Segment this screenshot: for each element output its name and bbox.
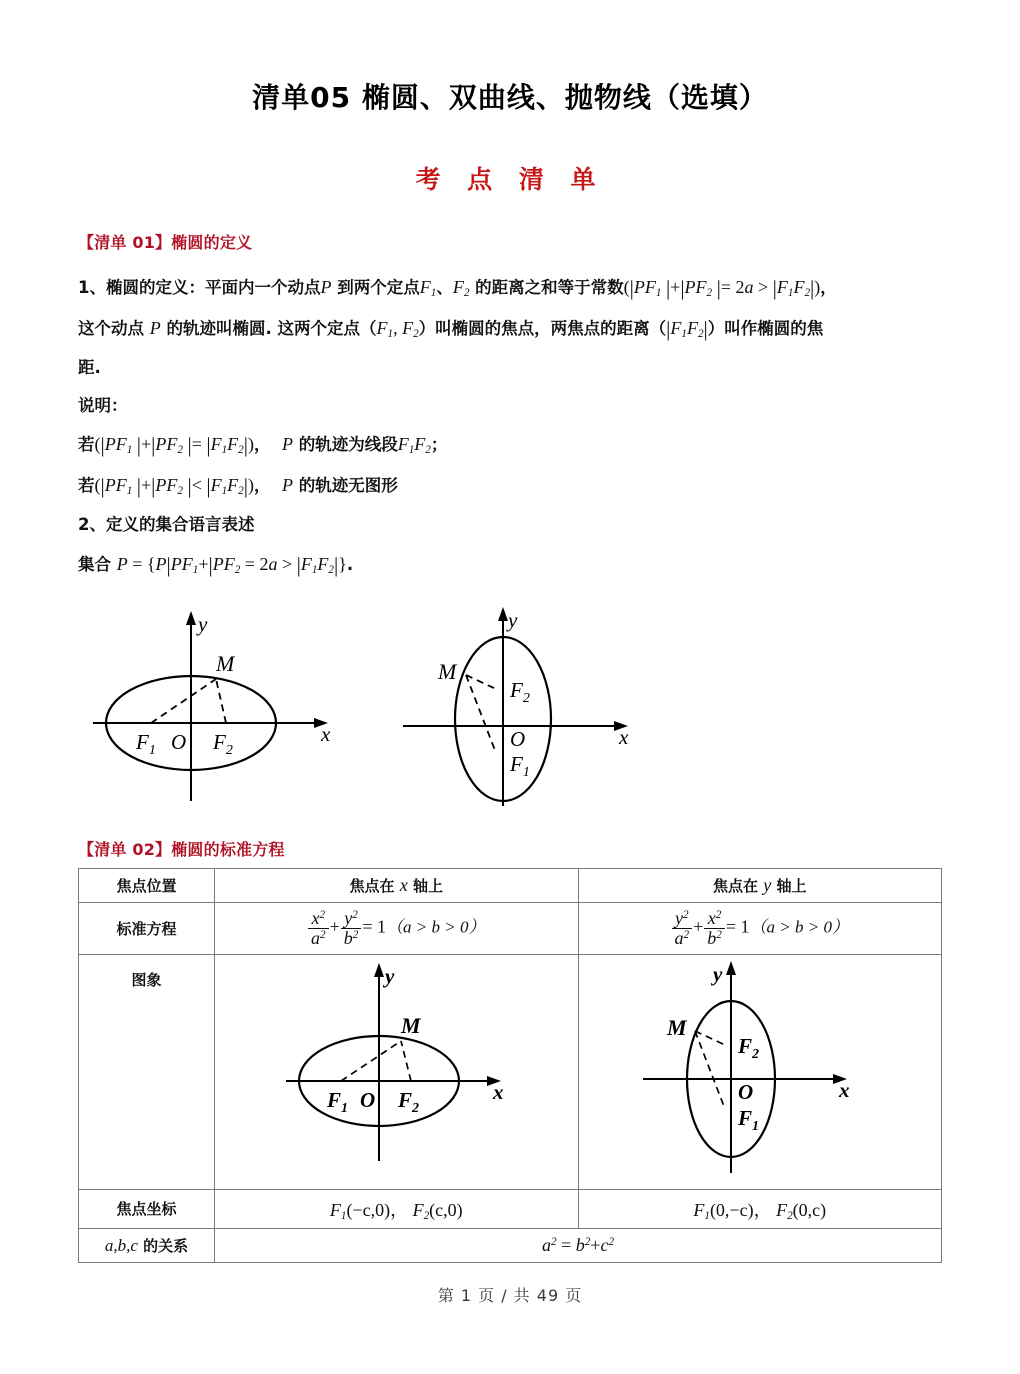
formula-constant-condition: ($|PF_1$ $|+|PF_2$ |= $2a > |F_1F_2|$)	[623, 276, 821, 300]
note2-comma: ，	[253, 476, 271, 496]
table-row-focus-coordinates	[79, 1189, 942, 1228]
set-prefix: 集合	[78, 554, 111, 574]
definition-label: 1、椭圆的定义：	[78, 278, 205, 297]
equation-y-condition: （a > b > 0）	[749, 917, 849, 937]
axis-label-x: x	[838, 1077, 850, 1102]
point-label-F1: $F_1$	[136, 729, 156, 758]
foci-pair: $F_1$, $F_2$	[376, 318, 419, 341]
point-label-F1: $F_1$	[737, 1105, 759, 1134]
label-focus-coordinates: 焦点坐标	[79, 1189, 215, 1228]
note1-semicolon: ；	[430, 435, 448, 455]
point-label-O: O	[360, 1087, 376, 1112]
symbol-F2: $F_2$	[452, 277, 470, 300]
equation-y-focus: $\frac{y^2}{a^2}$ + $\frac{x^2}{b^2}$ = 1（a > b > 0）	[671, 909, 849, 948]
definition-line2-b: 的轨迹叫椭圆. 这两个定点（	[166, 319, 377, 339]
header-focus-on-x: 焦点在 x 轴上	[215, 868, 579, 902]
set-expression: $P = \{P|PF_1+|PF_2 = 2a > |F_1F_2|\}$	[116, 552, 347, 577]
dunhao-separator: 、	[436, 278, 453, 297]
cell-abc-relation	[215, 1228, 942, 1262]
point-label-O: O	[171, 729, 187, 754]
definition-line2-a: 这个动点	[78, 319, 144, 339]
definition-paragraph-line3: 距.	[78, 358, 101, 378]
point-label-F2: $F_2$	[398, 1087, 420, 1116]
note2-symbol-P: P	[281, 475, 293, 496]
point-label-O: O	[510, 726, 526, 751]
point-label-F1: $F_1$	[510, 751, 530, 780]
label-figure: 图象	[79, 954, 215, 1189]
definition-text-a: 平面内一个动点	[204, 278, 321, 297]
equation-x-condition: （a > b > 0）	[386, 917, 486, 937]
table-horizontal-ellipse-diagram	[271, 961, 521, 1179]
table-row-relation	[79, 1228, 942, 1262]
cell-figure-x-axis	[215, 954, 579, 1189]
equation-x-focus: $\frac{x^2}{a^2}$ + $\frac{y^2}{b^2}$ = 1（a > b > 0）	[307, 909, 485, 948]
axis-label-y: y	[385, 963, 395, 988]
table-row-header	[79, 868, 942, 902]
section-heading-02: 【清单 02】椭圆的标准方程	[78, 839, 285, 859]
cell-focus-coordinates-y	[578, 1189, 942, 1228]
cell-figure-y-axis	[578, 954, 942, 1189]
standard-equation-table	[78, 868, 942, 1263]
point-label-F1: $F_1$	[327, 1087, 349, 1116]
point-label-O: O	[737, 1079, 753, 1104]
table-row-standard-equation	[79, 902, 942, 954]
note-case-2	[78, 465, 942, 506]
vertical-ellipse-diagram	[398, 601, 648, 811]
note1-tail: 的轨迹为线段	[298, 435, 398, 455]
table-vertical-ellipse-diagram	[635, 961, 885, 1179]
definition-paragraph-line2	[78, 308, 942, 349]
focus-coords-x: $F_1(-c,0)$， $F_2(c,0)$	[329, 1199, 463, 1222]
note2-condition: ($|PF_1$ $|+|PF_2$ |< $|F_1F_2|$)	[94, 474, 254, 499]
note1-segment: $F_1F_2$	[397, 434, 431, 457]
point-label-M: M	[666, 1014, 687, 1040]
point-label-M: M	[438, 658, 457, 684]
page-title: 清单05 椭圆、双曲线、抛物线（选填）	[252, 81, 768, 114]
note1-comma: ，	[253, 435, 271, 455]
symbol-P-2: P	[149, 318, 161, 339]
header-focus-on-y: 焦点在 y 轴上	[578, 868, 942, 902]
note1-condition: ($|PF_1$ $|+|PF_2$ |= $|F_1F_2|$)	[94, 433, 254, 458]
point-label-F2: $F_2$	[737, 1033, 759, 1062]
definition-line2-c: ）叫椭圆的焦点，两焦点的距离（	[418, 319, 667, 339]
header-var-y: y	[763, 874, 772, 895]
definition-text-c: 的距离之和等于常数	[475, 278, 624, 297]
page-footer: 第 1 页 / 共 49 页	[437, 1286, 583, 1305]
note-case-1	[78, 424, 942, 465]
set-language-label: 2、定义的集合语言表述	[78, 515, 255, 535]
table-row-figures	[79, 954, 942, 1189]
set-period: .	[346, 554, 354, 574]
axis-label-x: x	[493, 1079, 504, 1104]
axis-label-y: y	[712, 961, 723, 986]
axis-label-y: y	[508, 607, 518, 632]
horizontal-ellipse-diagram	[88, 601, 338, 806]
axis-label-y: y	[198, 611, 208, 636]
header-focus-position: 焦点位置	[79, 868, 215, 902]
symbol-P: P	[320, 277, 332, 297]
header-var-x: x	[399, 874, 408, 895]
label-abc-relation: a,b,c 的关系	[79, 1228, 215, 1262]
focus-coords-y: $F_1(0,-c)$， $F_2(0,c)$	[693, 1199, 827, 1222]
cell-equation-x-axis	[215, 902, 579, 954]
definition-text-b: 到两个定点	[337, 278, 420, 297]
point-label-M: M	[401, 1012, 421, 1038]
point-label-F2: $F_2$	[510, 677, 530, 706]
note1-prefix: 若	[78, 435, 95, 455]
definition-paragraph-line1: 1、椭圆的定义：平面内一个动点P 到两个定点$F_1$、$F_2$ 的距离之和等于常数($|PF_1$ $|+|PF_2$ |= $2a > |F_1F_2|$)，	[78, 276, 837, 300]
cell-focus-coordinates-x	[215, 1189, 579, 1228]
section-heading-01: 【清单 01】椭圆的定义	[78, 233, 253, 252]
axis-label-x: x	[619, 724, 629, 749]
note1-symbol-P: P	[281, 434, 293, 455]
point-label-F2: $F_2$	[213, 729, 233, 758]
axis-label-x: x	[321, 721, 331, 746]
note-label: 说明：	[78, 395, 128, 415]
point-label-M: M	[216, 650, 235, 676]
symbol-F1: $F_1$	[419, 277, 437, 300]
note2-prefix: 若	[78, 476, 95, 496]
definition-line2-d: ）叫作椭圆的焦	[707, 319, 824, 339]
label-standard-equation: 标准方程	[79, 902, 215, 954]
note2-tail: 的轨迹无图形	[298, 476, 398, 496]
set-language-formula	[78, 544, 942, 585]
ellipse-figures-row	[78, 601, 942, 811]
relation-formula: $a^2 = b^2+c^2$	[541, 1234, 615, 1255]
focal-distance-expr: $|F_1F_2|$	[666, 317, 708, 342]
cell-equation-y-axis	[578, 902, 942, 954]
exam-points-banner: 考 点 清 单	[415, 165, 605, 194]
